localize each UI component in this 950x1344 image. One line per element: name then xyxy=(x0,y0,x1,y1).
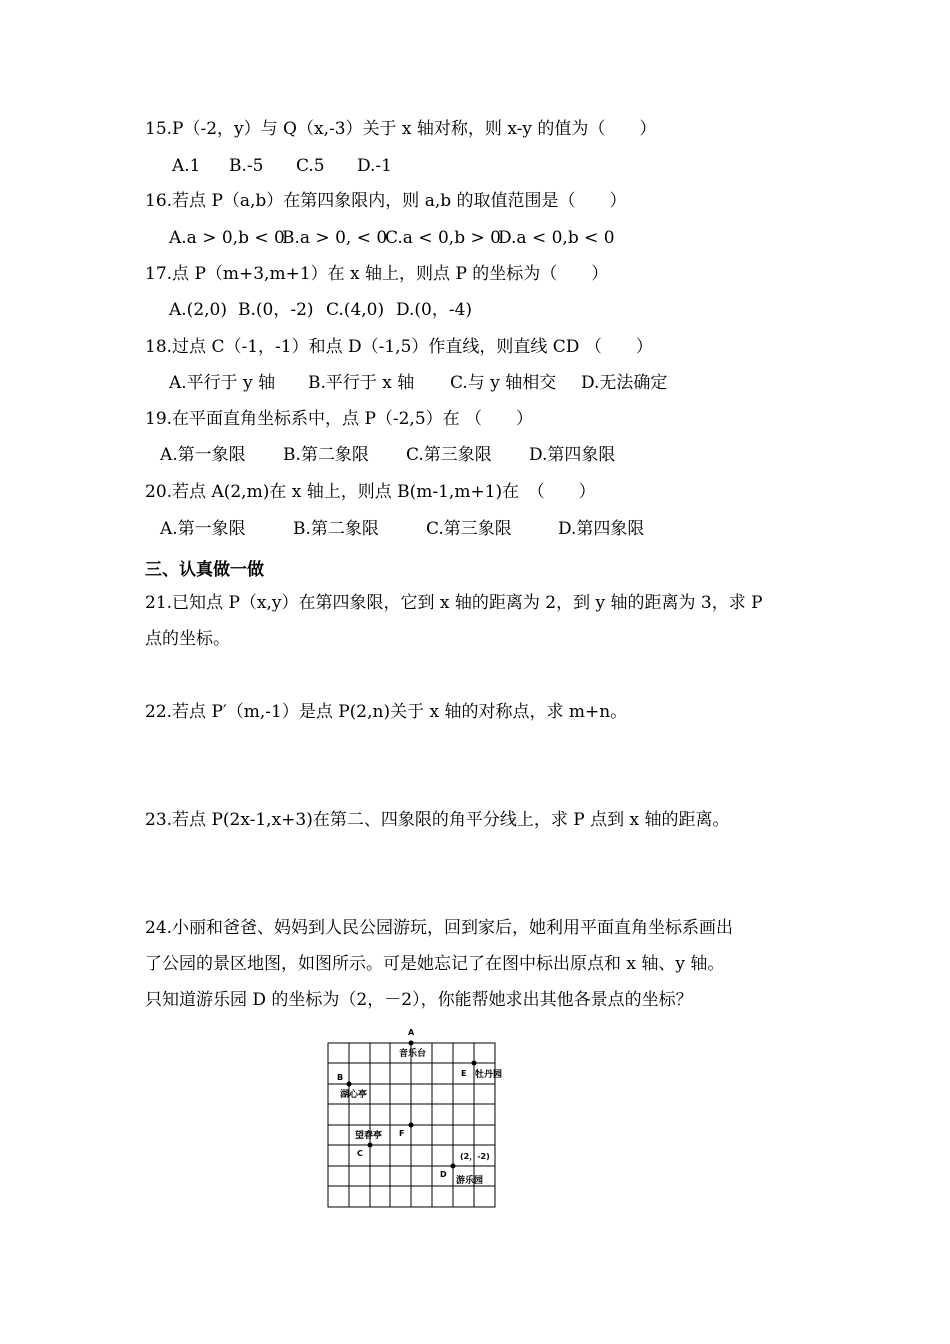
q20-option-a: A.第一象限 xyxy=(160,519,246,539)
q20-stem: 20.若点 A(2,m)在 x 轴上，则点 B(m-1,m+1)在 （ ） xyxy=(145,482,596,502)
point-d-coord: (2，-2) xyxy=(460,1152,490,1161)
point-b-letter: B xyxy=(337,1073,344,1082)
q22-text: 22.若点 P′（m,-1）是点 P(2,n)关于 x 轴的对称点，求 m+n。 xyxy=(145,702,628,722)
point-d-dot xyxy=(451,1164,456,1169)
q16-option-d: D.a < 0,b < 0 xyxy=(498,228,615,248)
point-e-name: 牡丹园 xyxy=(475,1070,503,1080)
q17-stem: 17.点 P（m+3,m+1）在 x 轴上，则点 P 的坐标为（ ） xyxy=(145,264,609,284)
q24-line-2: 了公园的景区地图，如图所示。可是她忘记了在图中标出原点和 x 轴、y 轴。 xyxy=(145,954,725,974)
q15-option-c: C.5 xyxy=(296,156,325,176)
park-map-figure xyxy=(325,1025,505,1210)
point-a-letter: A xyxy=(408,1028,415,1037)
q17-option-a: A.(2,0) xyxy=(169,300,227,320)
q17-option-d: D.(0，-4) xyxy=(396,300,473,320)
q15-stem: 15.P（-2，y）与 Q（x,-3）关于 x 轴对称，则 x-y 的值为（ ） xyxy=(145,119,657,139)
q18-option-b: B.平行于 x 轴 xyxy=(308,373,415,393)
q21-line-2: 点的坐标。 xyxy=(145,629,230,649)
point-f-dot xyxy=(409,1123,414,1128)
q18-option-a: A.平行于 y 轴 xyxy=(169,373,276,393)
q20-option-d: D.第四象限 xyxy=(558,519,645,539)
q18-stem: 18.过点 C（-1，-1）和点 D（-1,5）作直线，则直线 CD （ ） xyxy=(145,337,653,357)
point-a-dot xyxy=(409,1041,414,1046)
q20-option-b: B.第二象限 xyxy=(293,519,379,539)
point-d-name: 游乐园 xyxy=(456,1176,484,1186)
point-c-letter: C xyxy=(357,1149,363,1158)
q19-stem: 19.在平面直角坐标系中，点 P（-2,5）在 （ ） xyxy=(145,409,534,429)
point-b-dot xyxy=(347,1082,352,1087)
q16-option-b: B.a > 0, < 0 xyxy=(282,228,388,248)
q16-option-a: A.a > 0,b < 0 xyxy=(169,228,285,248)
q23-text: 23.若点 P(2x-1,x+3)在第二、四象限的角平分线上，求 P 点到 x 轴的距离。 xyxy=(145,810,730,830)
q20-option-c: C.第三象限 xyxy=(426,519,512,539)
q21-line-1: 21.已知点 P（x,y）在第四象限，它到 x 轴的距离为 2，到 y 轴的距离为 3，求 P xyxy=(145,593,763,613)
q24-line-1: 24.小丽和爸爸、妈妈到人民公园游玩，回到家后，她利用平面直角坐标系画出 xyxy=(145,918,734,938)
point-d-letter: D xyxy=(440,1170,447,1179)
q18-option-d: D.无法确定 xyxy=(581,373,668,393)
point-c-dot xyxy=(368,1143,373,1148)
point-b-name: 湖心亭 xyxy=(340,1090,368,1100)
point-e-letter: E xyxy=(461,1069,467,1078)
q24-line-3: 只知道游乐园 D 的坐标为（2，－2），你能帮她求出其他各景点的坐标？ xyxy=(145,990,693,1010)
q19-option-b: B.第二象限 xyxy=(283,445,369,465)
point-e-dot xyxy=(472,1061,477,1066)
q16-stem: 16.若点 P（a,b）在第四象限内，则 a,b 的取值范围是（ ） xyxy=(145,191,627,211)
q19-option-d: D.第四象限 xyxy=(529,445,616,465)
q15-option-a: A.1 xyxy=(172,156,201,176)
q15-option-b: B.-5 xyxy=(229,156,264,176)
point-a-name: 音乐台 xyxy=(399,1049,427,1059)
q18-option-c: C.与 y 轴相交 xyxy=(450,373,557,393)
section-heading: 三、认真做一做 xyxy=(145,560,264,580)
point-c-name: 望春亭 xyxy=(355,1131,383,1141)
q15-option-d: D.-1 xyxy=(357,156,392,176)
q19-option-a: A.第一象限 xyxy=(160,445,246,465)
point-f-letter: F xyxy=(399,1129,405,1138)
q17-option-c: C.(4,0) xyxy=(326,300,385,320)
q17-option-b: B.(0，-2) xyxy=(238,300,314,320)
q19-option-c: C.第三象限 xyxy=(406,445,492,465)
q16-option-c: C.a < 0,b > 0 xyxy=(385,228,501,248)
